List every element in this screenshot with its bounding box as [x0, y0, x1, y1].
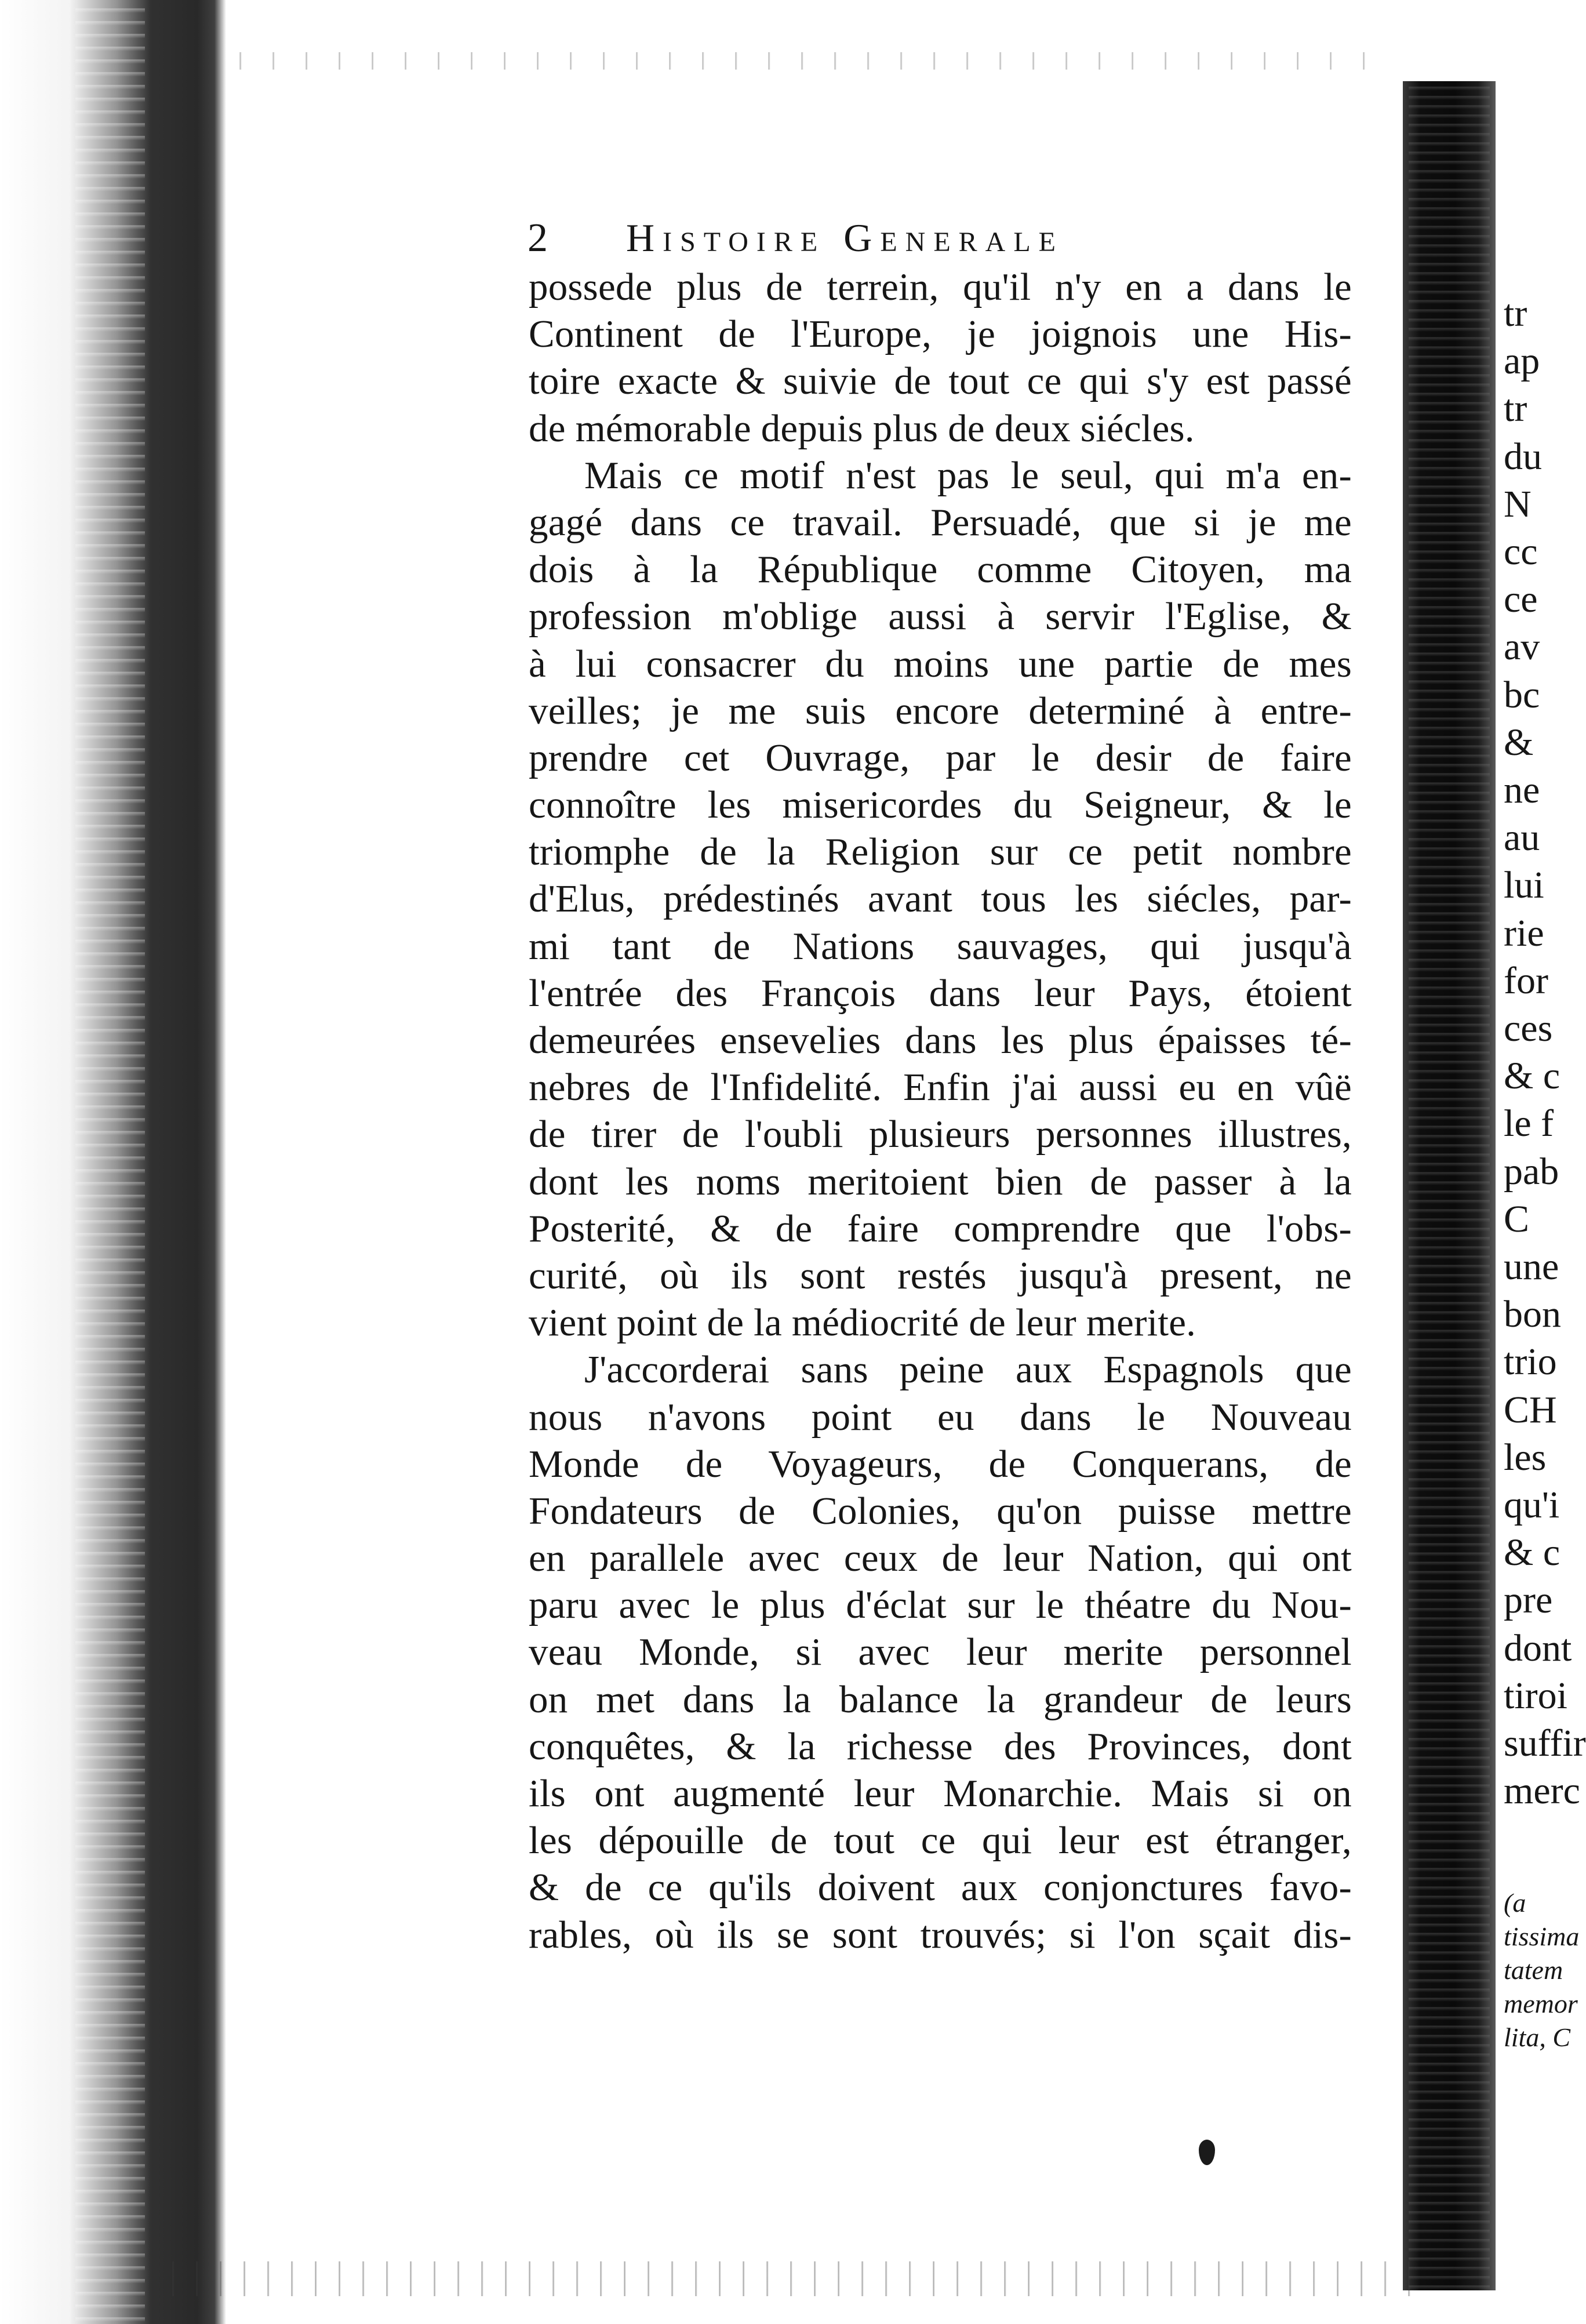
page-header	[528, 216, 1351, 268]
text-line: Fondateurs de Colonies, qu'on puisse mettre	[529, 1489, 1352, 1533]
facing-page-line: av	[1504, 626, 1540, 669]
text-line: veau Monde, si avec leur merite personnel	[529, 1631, 1352, 1674]
text-line: vient point de la médiocrité de leur merite.	[529, 1301, 1196, 1345]
text-line: curité, où ils sont restés jusqu'à present, ne	[529, 1254, 1352, 1297]
facing-page-line: qu'i	[1504, 1484, 1560, 1526]
facing-page-note-line: lita, C	[1504, 2022, 1571, 2052]
text-line: en parallele avec ceux de leur Nation, qui ont	[529, 1537, 1352, 1580]
facing-page-line: ne	[1504, 769, 1540, 811]
facing-page-line: au	[1504, 816, 1540, 859]
text-line: J'accorderai sans peine aux Espagnols que	[584, 1348, 1352, 1392]
left-binding-texture	[75, 0, 145, 2324]
paragraph	[529, 264, 1352, 452]
text-line: les dépouille de tout ce qui leur est étranger,	[529, 1819, 1352, 1862]
text-line: mi tant de Nations sauvages, qui jusqu'à	[529, 924, 1352, 968]
text-line: conquêtes, & la richesse des Provinces, dont	[529, 1724, 1352, 1768]
facing-page-line: les	[1504, 1436, 1547, 1479]
text-line: ils ont augmenté leur Monarchie. Mais si on	[529, 1772, 1352, 1815]
facing-page-note-line: tatem	[1504, 1955, 1563, 1985]
facing-page-line: pab	[1504, 1150, 1559, 1193]
text-line: paru avec le plus d'éclat sur le théatre du Nou-	[529, 1584, 1352, 1627]
facing-page-line: lui	[1504, 864, 1544, 907]
right-spine-texture	[1409, 81, 1490, 2290]
facing-page-line: N	[1504, 482, 1532, 525]
text-line: possede plus de terrein, qu'il n'y en a dans le	[529, 266, 1352, 308]
facing-page-line: &	[1504, 721, 1534, 764]
text-line: Mais ce motif n'est pas le seul, qui m'a en-	[584, 453, 1352, 497]
facing-page-line: for	[1504, 959, 1548, 1002]
text-line: nous n'avons point eu dans le Nouveau	[529, 1395, 1352, 1439]
facing-page-line: pre	[1504, 1579, 1553, 1622]
text-line: veilles; je me suis encore determiné à entre-	[529, 689, 1352, 732]
facing-page-line: CH	[1504, 1388, 1557, 1431]
text-line: rables, où ils se sont trouvés; si l'on sçait dis-	[529, 1913, 1352, 1956]
facing-page-line: bon	[1504, 1293, 1561, 1336]
facing-page-line: dont	[1504, 1626, 1572, 1669]
ink-blot-ornament	[1199, 2140, 1215, 2165]
facing-page-line: bc	[1504, 673, 1540, 716]
text-line: demeurées ensevelies dans les plus épaisses té-	[529, 1019, 1352, 1062]
text-line: gagé dans ce travail. Persuadé, que si je me	[529, 500, 1352, 544]
facing-page-line: cc	[1504, 531, 1538, 573]
facing-page-line: ces	[1504, 1007, 1553, 1050]
facing-page-line: ap	[1504, 340, 1540, 383]
text-line: profession m'oblige aussi à servir l'Eglise, &	[529, 595, 1352, 638]
text-line: Monde de Voyageurs, de Conquerans, de	[529, 1442, 1352, 1486]
main-text-block	[529, 264, 1352, 1959]
facing-page-note-line: memor	[1504, 1989, 1578, 2018]
running-head: Histoire Generale	[626, 216, 1064, 260]
top-edge-specks	[209, 52, 1368, 70]
facing-page-line: suffir	[1504, 1722, 1586, 1764]
text-line: de tirer de l'oubli plusieurs personnes illustres,	[529, 1113, 1352, 1156]
text-line: de mémorable depuis plus de deux siécles.	[529, 406, 1195, 450]
facing-page-note-line: tissima	[1504, 1922, 1580, 1951]
facing-page-line: tr	[1504, 387, 1527, 430]
facing-page-line: du	[1504, 435, 1542, 478]
page-number: 2	[528, 216, 548, 260]
text-line: dont les noms meritoient bien de passer à la	[529, 1160, 1352, 1203]
facing-page-note-line: (a	[1504, 1888, 1526, 1918]
facing-page-line: le f	[1504, 1102, 1554, 1145]
facing-page-line: trio	[1504, 1341, 1557, 1383]
text-line: toire exacte & suivie de tout ce qui s'y est passé	[529, 360, 1352, 403]
text-line: l'entrée des François dans leur Pays, étoient	[529, 971, 1352, 1015]
text-line: on met dans la balance la grandeur de leurs	[529, 1677, 1352, 1721]
facing-page-line: merc	[1504, 1770, 1580, 1813]
facing-page-line: rie	[1504, 912, 1544, 954]
facing-page-line: C	[1504, 1197, 1530, 1240]
facing-page-line: & c	[1504, 1531, 1560, 1574]
text-line: & de ce qu'ils doivent aux conjonctures favo-	[529, 1866, 1352, 1909]
text-line: dois à la République comme Citoyen, ma	[529, 548, 1352, 591]
text-line: connoître les misericordes du Seigneur, & le	[529, 783, 1352, 827]
bottom-edge-specks	[151, 2261, 1426, 2296]
text-line: Posterité, & de faire comprendre que l'obs-	[529, 1207, 1352, 1250]
text-line: Continent de l'Europe, je joignois une His-	[529, 313, 1352, 356]
facing-page-fragment	[1496, 0, 1586, 2324]
facing-page-line: tr	[1504, 292, 1527, 335]
facing-page-line: & c	[1504, 1055, 1560, 1098]
facing-page-line: tiroi	[1504, 1674, 1567, 1717]
text-line: prendre cet Ouvrage, par le desir de faire	[529, 736, 1352, 779]
paragraph	[529, 452, 1352, 1347]
text-line: triomphe de la Religion sur ce petit nombre	[529, 830, 1352, 874]
text-line: à lui consacrer du moins une partie de mes	[529, 642, 1352, 685]
text-line: nebres de l'Infidelité. Enfin j'ai aussi eu en vûë	[529, 1066, 1352, 1109]
paragraph	[529, 1346, 1352, 1958]
facing-page-line: une	[1504, 1245, 1559, 1288]
facing-page-line: ce	[1504, 578, 1538, 621]
text-line: d'Elus, prédestinés avant tous les siécles, par-	[529, 877, 1352, 921]
